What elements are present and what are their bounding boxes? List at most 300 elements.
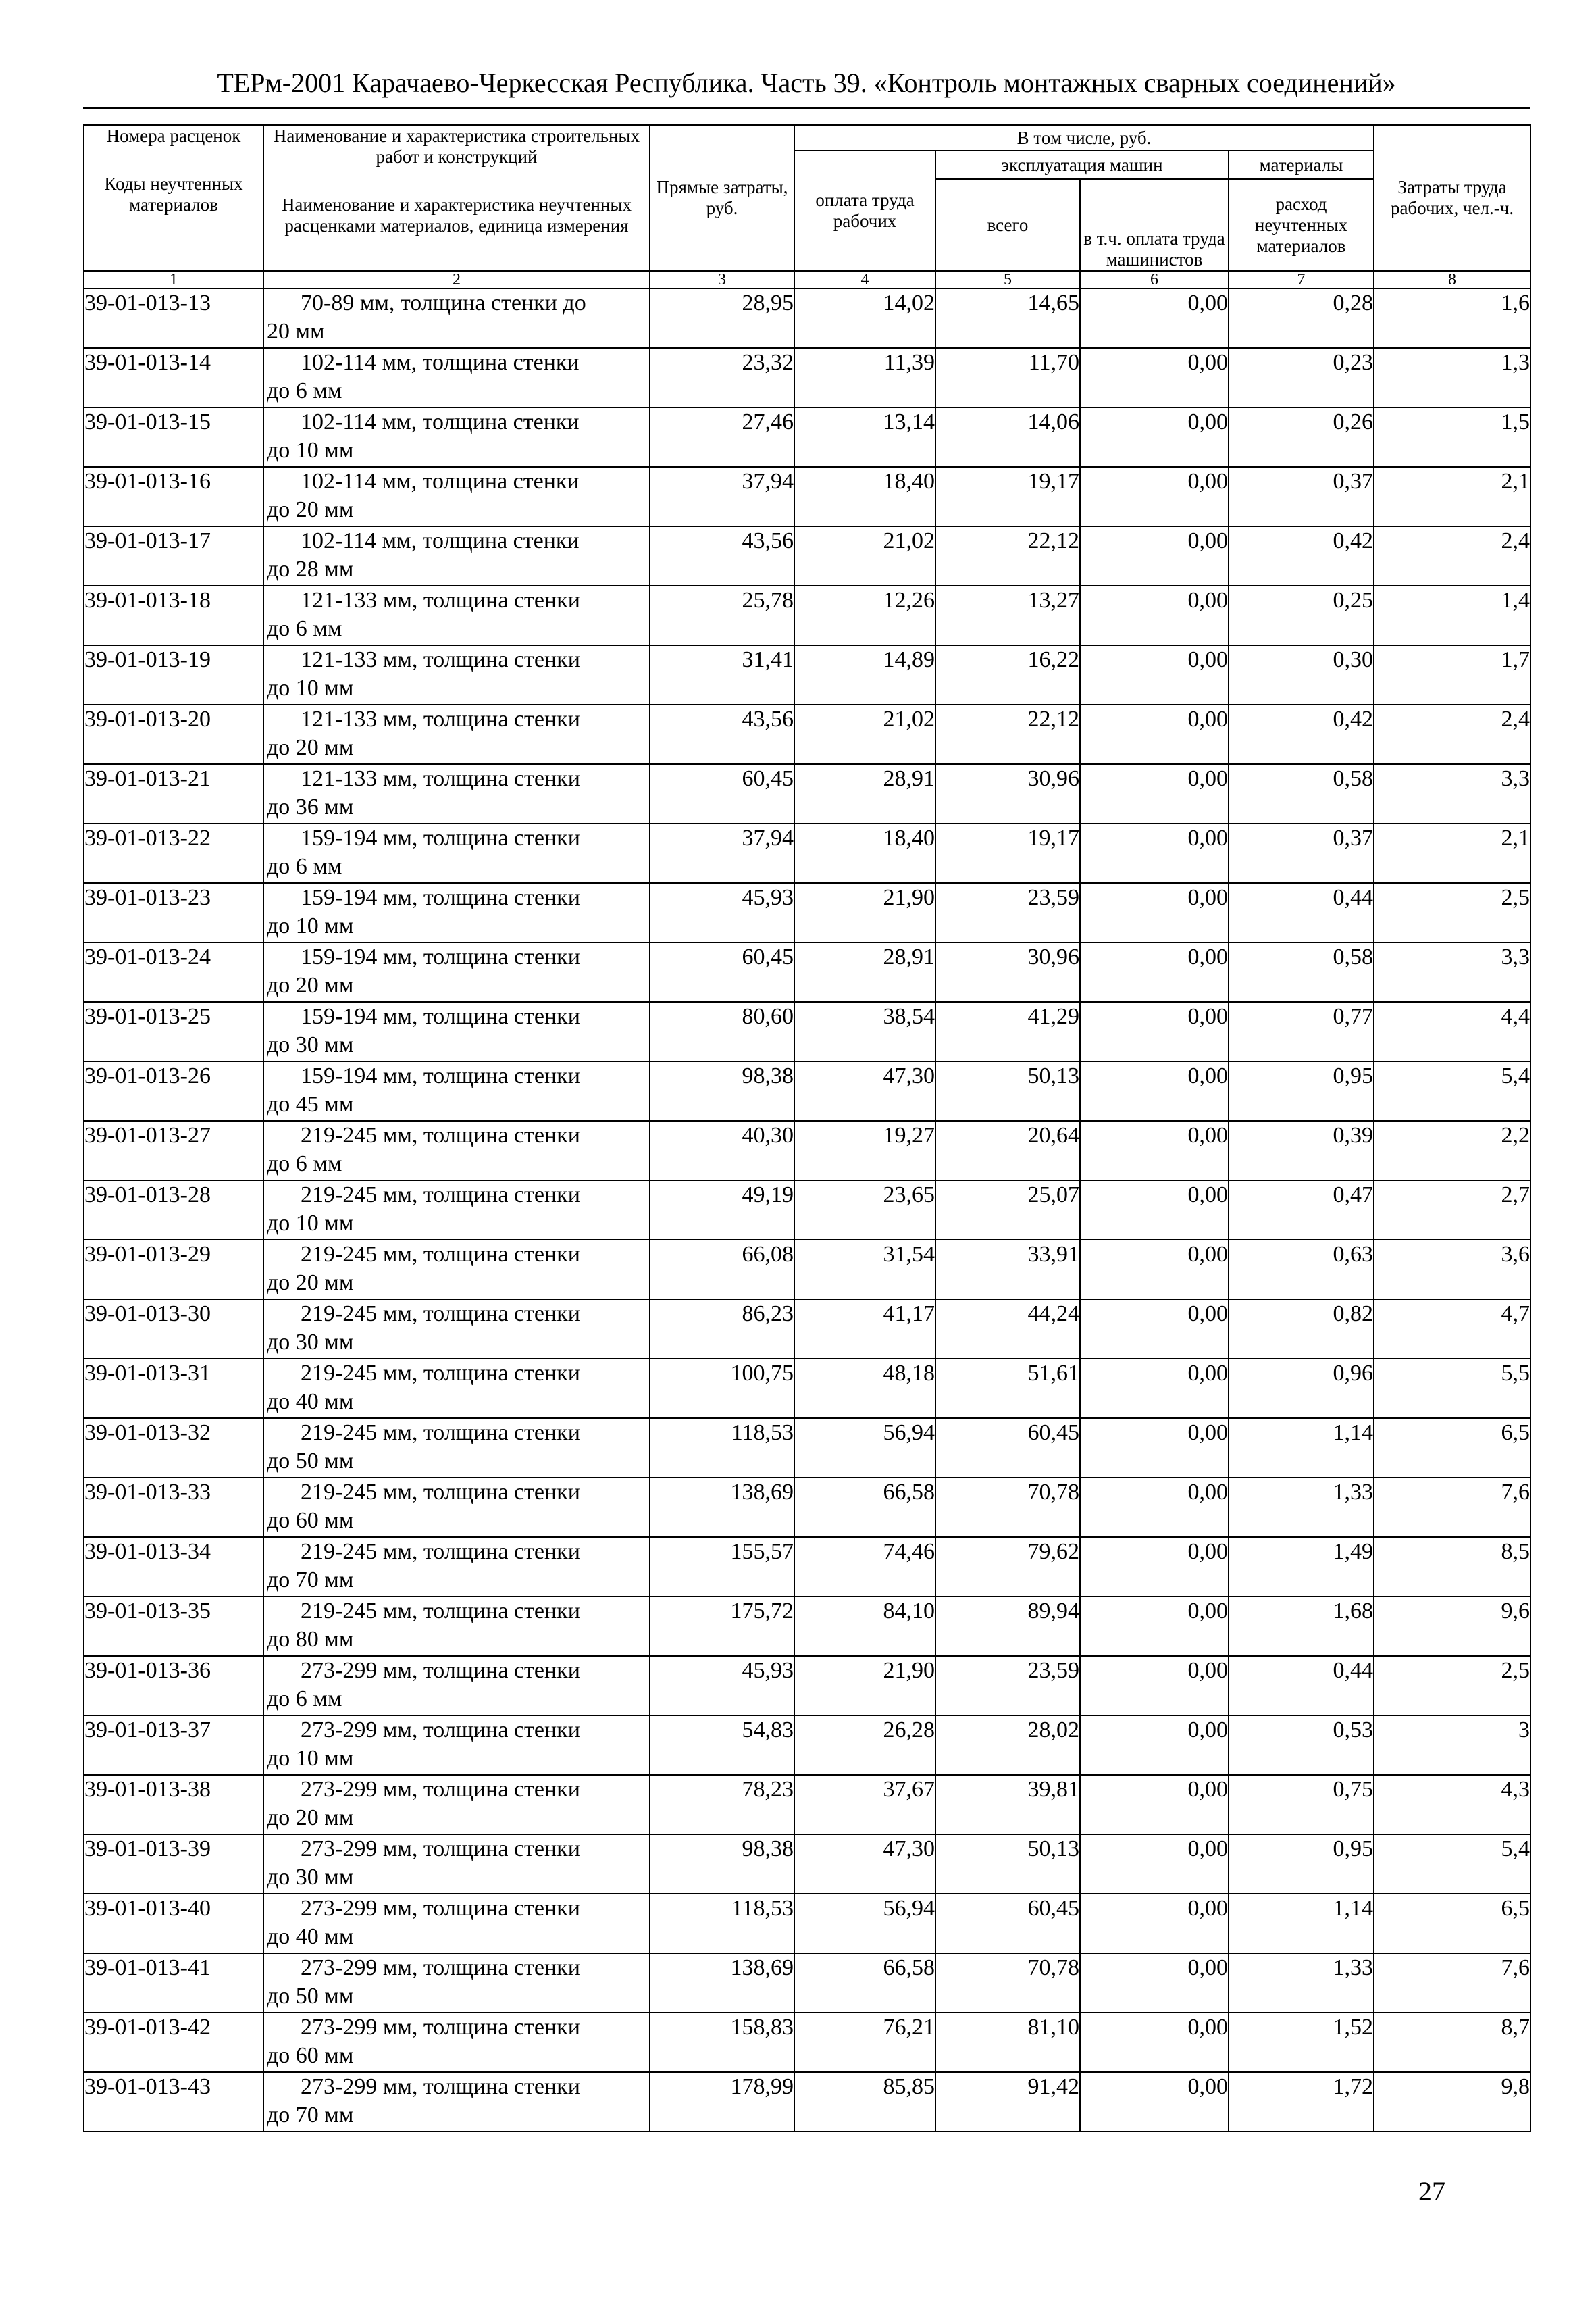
- rate-name-line1: 159-194 мм, толщина стенки: [301, 826, 580, 851]
- table-row: [84, 1715, 1530, 1775]
- materials-consumption-cell: 1,33: [1229, 1478, 1374, 1537]
- rate-name-line2: до 70 мм: [267, 1567, 354, 1592]
- group-header-including: В том числе, руб.: [794, 125, 1374, 151]
- rate-name-cell: [263, 1418, 650, 1478]
- table-body: [84, 288, 1530, 2132]
- rate-code-cell: 39-01-013-38: [84, 1775, 263, 1834]
- labor-hours-cell: 2,4: [1374, 526, 1530, 586]
- labor-hours-cell: 2,5: [1374, 883, 1530, 942]
- table-row: [84, 1240, 1530, 1299]
- rate-name-line2: до 20 мм: [267, 1270, 354, 1295]
- machines-total-cell: 14,65: [935, 288, 1080, 348]
- column-number: 1: [84, 271, 263, 288]
- labor-hours-cell: 3,3: [1374, 942, 1530, 1002]
- table-row: [84, 1002, 1530, 1061]
- rate-name-line2: до 6 мм: [267, 378, 342, 403]
- table-row: [84, 1775, 1530, 1834]
- table-row: [84, 467, 1530, 526]
- rate-name-line2: до 45 мм: [267, 1092, 354, 1117]
- labor-pay-cell: 13,14: [794, 407, 935, 467]
- table-row: [84, 942, 1530, 1002]
- table-row: [84, 407, 1530, 467]
- machinists-pay-cell: 0,00: [1080, 883, 1229, 942]
- materials-consumption-cell: 0,30: [1229, 645, 1374, 705]
- rate-code-cell: 39-01-013-23: [84, 883, 263, 942]
- rate-code-cell: 39-01-013-34: [84, 1537, 263, 1596]
- machinists-pay-cell: 0,00: [1080, 1180, 1229, 1240]
- rate-name-cell: [263, 348, 650, 407]
- direct-costs-cell: 25,78: [650, 586, 794, 645]
- page-number: 27: [1418, 2176, 1445, 2207]
- labor-hours-cell: 2,1: [1374, 467, 1530, 526]
- machinists-pay-cell: 0,00: [1080, 1061, 1229, 1121]
- rate-code-cell: 39-01-013-26: [84, 1061, 263, 1121]
- rate-code-cell: 39-01-013-13: [84, 288, 263, 348]
- labor-hours-cell: 6,5: [1374, 1418, 1530, 1478]
- rate-name-line2: до 10 мм: [267, 676, 354, 701]
- rate-name-cell: [263, 586, 650, 645]
- column-number: 3: [650, 271, 794, 288]
- direct-costs-cell: 158,83: [650, 2013, 794, 2072]
- labor-hours-cell: 3,3: [1374, 764, 1530, 824]
- materials-consumption-cell: 1,72: [1229, 2072, 1374, 2132]
- labor-pay-cell: 47,30: [794, 1834, 935, 1894]
- table-row: [84, 1359, 1530, 1418]
- labor-pay-cell: 56,94: [794, 1894, 935, 1953]
- rate-name-cell: [263, 1596, 650, 1656]
- labor-pay-cell: 18,40: [794, 467, 935, 526]
- labor-hours-cell: 9,6: [1374, 1596, 1530, 1656]
- rate-code-cell: 39-01-013-37: [84, 1715, 263, 1775]
- rate-name-line1: 219-245 мм, толщина стенки: [301, 1123, 580, 1148]
- rate-name-line1: 102-114 мм, толщина стенки: [301, 350, 580, 375]
- rate-name-line1: 121-133 мм, толщина стенки: [301, 588, 580, 613]
- direct-costs-cell: 138,69: [650, 1478, 794, 1537]
- labor-hours-cell: 3,6: [1374, 1240, 1530, 1299]
- machinists-pay-cell: 0,00: [1080, 288, 1229, 348]
- table-header: [84, 125, 1530, 288]
- rate-name-line2: до 30 мм: [267, 1330, 354, 1355]
- rate-name-line1: 219-245 мм, толщина стенки: [301, 1480, 580, 1505]
- rate-code-cell: 39-01-013-40: [84, 1894, 263, 1953]
- machinists-pay-cell: 0,00: [1080, 764, 1229, 824]
- labor-hours-cell: 9,8: [1374, 2072, 1530, 2132]
- labor-hours-cell: 1,3: [1374, 348, 1530, 407]
- materials-consumption-cell: 0,37: [1229, 467, 1374, 526]
- machinists-pay-cell: 0,00: [1080, 1834, 1229, 1894]
- materials-consumption-cell: 0,95: [1229, 1834, 1374, 1894]
- rate-code-cell: 39-01-013-43: [84, 2072, 263, 2132]
- rate-name-line2: 20 мм: [267, 319, 325, 344]
- labor-hours-cell: 4,4: [1374, 1002, 1530, 1061]
- labor-pay-cell: 21,02: [794, 705, 935, 764]
- col-header-names: [263, 125, 650, 271]
- rate-name-line1: 159-194 мм, толщина стенки: [301, 1004, 580, 1029]
- rate-code-cell: 39-01-013-22: [84, 824, 263, 883]
- direct-costs-cell: 118,53: [650, 1894, 794, 1953]
- labor-pay-cell: 85,85: [794, 2072, 935, 2132]
- labor-hours-cell: 2,4: [1374, 705, 1530, 764]
- labor-pay-cell: 18,40: [794, 824, 935, 883]
- labor-hours-cell: 4,7: [1374, 1299, 1530, 1359]
- machines-total-cell: 79,62: [935, 1537, 1080, 1596]
- rate-name-cell: [263, 1121, 650, 1180]
- rates-table: [83, 124, 1531, 2132]
- machines-total-cell: 19,17: [935, 467, 1080, 526]
- machinists-pay-cell: 0,00: [1080, 1359, 1229, 1418]
- table-row: [84, 348, 1530, 407]
- materials-consumption-cell: 0,23: [1229, 348, 1374, 407]
- direct-costs-cell: 23,32: [650, 348, 794, 407]
- machinists-pay-cell: 0,00: [1080, 2013, 1229, 2072]
- rate-name-cell: [263, 824, 650, 883]
- rate-code-cell: 39-01-013-24: [84, 942, 263, 1002]
- labor-hours-cell: 8,5: [1374, 1537, 1530, 1596]
- col-header-machinists-pay: в т.ч. оплата труда машинистов: [1080, 179, 1229, 271]
- direct-costs-cell: 60,45: [650, 942, 794, 1002]
- materials-consumption-cell: 0,47: [1229, 1180, 1374, 1240]
- direct-costs-cell: 45,93: [650, 1656, 794, 1715]
- machinists-pay-cell: 0,00: [1080, 824, 1229, 883]
- direct-costs-cell: 178,99: [650, 2072, 794, 2132]
- rate-name-line1: 273-299 мм, толщина стенки: [301, 2074, 580, 2099]
- labor-hours-cell: 1,5: [1374, 407, 1530, 467]
- labor-pay-cell: 19,27: [794, 1121, 935, 1180]
- table-row: [84, 705, 1530, 764]
- table-row: [84, 764, 1530, 824]
- rate-name-line1: 70-89 мм, толщина стенки до: [301, 291, 586, 316]
- machines-total-cell: 50,13: [935, 1061, 1080, 1121]
- rate-name-line1: 102-114 мм, толщина стенки: [301, 528, 580, 553]
- rate-name-line2: до 20 мм: [267, 735, 354, 760]
- machines-total-cell: 50,13: [935, 1834, 1080, 1894]
- column-number: 6: [1080, 271, 1229, 288]
- table-row: [84, 1121, 1530, 1180]
- direct-costs-cell: 80,60: [650, 1002, 794, 1061]
- rate-name-line2: до 20 мм: [267, 973, 354, 998]
- direct-costs-cell: 31,41: [650, 645, 794, 705]
- table-row: [84, 2013, 1530, 2072]
- rate-name-line2: до 36 мм: [267, 795, 354, 820]
- table-row: [84, 586, 1530, 645]
- materials-consumption-cell: 0,58: [1229, 942, 1374, 1002]
- rate-name-cell: [263, 1894, 650, 1953]
- column-number: 2: [263, 271, 650, 288]
- rate-name-line2: до 40 мм: [267, 1924, 354, 1949]
- labor-hours-cell: 2,1: [1374, 824, 1530, 883]
- rate-code-cell: 39-01-013-21: [84, 764, 263, 824]
- column-number: 5: [935, 271, 1080, 288]
- machinists-pay-cell: 0,00: [1080, 1299, 1229, 1359]
- direct-costs-cell: 118,53: [650, 1418, 794, 1478]
- rate-name-line1: 219-245 мм, толщина стенки: [301, 1420, 580, 1445]
- labor-hours-cell: 5,4: [1374, 1061, 1530, 1121]
- table-row: [84, 1478, 1530, 1537]
- machines-total-cell: 30,96: [935, 764, 1080, 824]
- machines-total-cell: 16,22: [935, 645, 1080, 705]
- rate-name-line2: до 30 мм: [267, 1865, 354, 1890]
- rate-name-line1: 273-299 мм, толщина стенки: [301, 1717, 580, 1742]
- rate-code-cell: 39-01-013-19: [84, 645, 263, 705]
- machinists-pay-cell: 0,00: [1080, 348, 1229, 407]
- col-header-labor-pay: оплата труда рабочих: [794, 151, 935, 271]
- materials-consumption-cell: 0,26: [1229, 407, 1374, 467]
- rate-name-cell: [263, 1180, 650, 1240]
- rate-name-line1: 121-133 мм, толщина стенки: [301, 647, 580, 672]
- machinists-pay-cell: 0,00: [1080, 942, 1229, 1002]
- rate-name-line1: 273-299 мм, толщина стенки: [301, 1658, 580, 1683]
- rate-name-line2: до 30 мм: [267, 1032, 354, 1057]
- rate-code-cell: 39-01-013-17: [84, 526, 263, 586]
- direct-costs-cell: 100,75: [650, 1359, 794, 1418]
- rate-code-cell: 39-01-013-39: [84, 1834, 263, 1894]
- direct-costs-cell: 98,38: [650, 1834, 794, 1894]
- table-row: [84, 1834, 1530, 1894]
- rate-name-cell: [263, 645, 650, 705]
- machines-total-cell: 60,45: [935, 1894, 1080, 1953]
- machinists-pay-cell: 0,00: [1080, 1775, 1229, 1834]
- machines-total-cell: 44,24: [935, 1299, 1080, 1359]
- rate-name-cell: [263, 1240, 650, 1299]
- machinists-pay-cell: 0,00: [1080, 1240, 1229, 1299]
- labor-hours-cell: 1,6: [1374, 288, 1530, 348]
- machinists-pay-cell: 0,00: [1080, 1715, 1229, 1775]
- rate-name-line2: до 6 мм: [267, 854, 342, 879]
- rate-name-cell: [263, 1953, 650, 2013]
- rate-name-line1: 121-133 мм, толщина стенки: [301, 707, 580, 732]
- direct-costs-cell: 43,56: [650, 526, 794, 586]
- materials-consumption-cell: 1,14: [1229, 1418, 1374, 1478]
- materials-consumption-cell: 0,25: [1229, 586, 1374, 645]
- machines-total-cell: 20,64: [935, 1121, 1080, 1180]
- machinists-pay-cell: 0,00: [1080, 705, 1229, 764]
- machinists-pay-cell: 0,00: [1080, 467, 1229, 526]
- direct-costs-cell: 138,69: [650, 1953, 794, 2013]
- table-row: [84, 1537, 1530, 1596]
- labor-pay-cell: 48,18: [794, 1359, 935, 1418]
- labor-pay-cell: 12,26: [794, 586, 935, 645]
- machines-total-cell: 25,07: [935, 1180, 1080, 1240]
- labor-hours-cell: 6,5: [1374, 1894, 1530, 1953]
- direct-costs-cell: 66,08: [650, 1240, 794, 1299]
- materials-consumption-cell: 1,14: [1229, 1894, 1374, 1953]
- labor-pay-cell: 76,21: [794, 2013, 935, 2072]
- machinists-pay-cell: 0,00: [1080, 1894, 1229, 1953]
- machines-total-cell: 70,78: [935, 1478, 1080, 1537]
- labor-pay-cell: 14,02: [794, 288, 935, 348]
- direct-costs-cell: 40,30: [650, 1121, 794, 1180]
- table-row: [84, 1953, 1530, 2013]
- rate-name-cell: [263, 1359, 650, 1418]
- machinists-pay-cell: 0,00: [1080, 1121, 1229, 1180]
- materials-consumption-cell: 0,82: [1229, 1299, 1374, 1359]
- page-header: ТЕРм-2001 Карачаево-Черкесская Республика. Часть 39. «Контроль монтажных сварных соединений»: [83, 59, 1530, 109]
- labor-pay-cell: 31,54: [794, 1240, 935, 1299]
- labor-pay-cell: 47,30: [794, 1061, 935, 1121]
- col-header-materials-consumption: расход неучтенных материалов: [1229, 179, 1374, 271]
- direct-costs-cell: 86,23: [650, 1299, 794, 1359]
- materials-consumption-cell: 0,77: [1229, 1002, 1374, 1061]
- labor-hours-cell: 2,7: [1374, 1180, 1530, 1240]
- direct-costs-cell: 60,45: [650, 764, 794, 824]
- machines-total-cell: 19,17: [935, 824, 1080, 883]
- table-row: [84, 1656, 1530, 1715]
- labor-hours-cell: 3: [1374, 1715, 1530, 1775]
- direct-costs-cell: 54,83: [650, 1715, 794, 1775]
- direct-costs-cell: 37,94: [650, 824, 794, 883]
- rate-code-cell: 39-01-013-42: [84, 2013, 263, 2072]
- machinists-pay-cell: 0,00: [1080, 407, 1229, 467]
- materials-consumption-cell: 1,49: [1229, 1537, 1374, 1596]
- labor-pay-cell: 26,28: [794, 1715, 935, 1775]
- machines-total-cell: 89,94: [935, 1596, 1080, 1656]
- rate-name-line2: до 10 мм: [267, 1746, 354, 1771]
- rate-name-line1: 219-245 мм, толщина стенки: [301, 1242, 580, 1267]
- rate-name-cell: [263, 1478, 650, 1537]
- machinists-pay-cell: 0,00: [1080, 1537, 1229, 1596]
- rate-name-cell: [263, 467, 650, 526]
- labor-hours-cell: 1,4: [1374, 586, 1530, 645]
- rate-name-line2: до 6 мм: [267, 1151, 342, 1176]
- table-row: [84, 883, 1530, 942]
- rate-name-cell: [263, 1715, 650, 1775]
- machines-total-cell: 22,12: [935, 705, 1080, 764]
- machines-total-cell: 23,59: [935, 883, 1080, 942]
- labor-hours-cell: 5,5: [1374, 1359, 1530, 1418]
- rate-name-line1: 219-245 мм, толщина стенки: [301, 1361, 580, 1386]
- machinists-pay-cell: 0,00: [1080, 586, 1229, 645]
- machines-total-cell: 13,27: [935, 586, 1080, 645]
- rate-name-cell: [263, 1775, 650, 1834]
- materials-consumption-cell: 1,52: [1229, 2013, 1374, 2072]
- materials-consumption-cell: 1,68: [1229, 1596, 1374, 1656]
- rate-name-line2: до 50 мм: [267, 1449, 354, 1474]
- table-row: [84, 1418, 1530, 1478]
- labor-pay-cell: 66,58: [794, 1953, 935, 2013]
- rate-code-cell: 39-01-013-31: [84, 1359, 263, 1418]
- rate-name-line2: до 10 мм: [267, 1211, 354, 1236]
- rate-code-cell: 39-01-013-28: [84, 1180, 263, 1240]
- labor-hours-cell: 7,6: [1374, 1953, 1530, 2013]
- materials-consumption-cell: 0,44: [1229, 883, 1374, 942]
- machinists-pay-cell: 0,00: [1080, 1478, 1229, 1537]
- rate-code-cell: 39-01-013-41: [84, 1953, 263, 2013]
- machinists-pay-cell: 0,00: [1080, 1002, 1229, 1061]
- materials-consumption-cell: 0,42: [1229, 526, 1374, 586]
- labor-pay-cell: 84,10: [794, 1596, 935, 1656]
- rate-name-line1: 219-245 мм, толщина стенки: [301, 1182, 580, 1207]
- rate-name-cell: [263, 1002, 650, 1061]
- rate-name-line1: 219-245 мм, толщина стенки: [301, 1539, 580, 1564]
- labor-pay-cell: 66,58: [794, 1478, 935, 1537]
- col-header-labor-hours: Затраты труда рабочих, чел.-ч.: [1374, 125, 1530, 271]
- machinists-pay-cell: 0,00: [1080, 1596, 1229, 1656]
- materials-consumption-cell: 0,63: [1229, 1240, 1374, 1299]
- machines-total-cell: 51,61: [935, 1359, 1080, 1418]
- rate-name-line2: до 20 мм: [267, 497, 354, 522]
- col-header-material-name: Наименование и характеристика неучтенных расценками материалов, единица измерения: [281, 195, 632, 236]
- rate-name-line2: до 20 мм: [267, 1805, 354, 1830]
- col-header-machines-total: всего: [935, 179, 1080, 271]
- labor-pay-cell: 11,39: [794, 348, 935, 407]
- materials-consumption-cell: 0,75: [1229, 1775, 1374, 1834]
- group-header-machines: эксплуатация машин: [935, 151, 1229, 179]
- rate-name-line2: до 60 мм: [267, 2043, 354, 2068]
- rate-name-cell: [263, 705, 650, 764]
- rate-code-cell: 39-01-013-32: [84, 1418, 263, 1478]
- labor-hours-cell: 4,3: [1374, 1775, 1530, 1834]
- rate-name-line2: до 6 мм: [267, 616, 342, 641]
- table-row: [84, 526, 1530, 586]
- machines-total-cell: 81,10: [935, 2013, 1080, 2072]
- col-header-material-codes: Коды неучтенных материалов: [104, 174, 243, 215]
- rate-code-cell: 39-01-013-14: [84, 348, 263, 407]
- rate-name-line2: до 40 мм: [267, 1389, 354, 1414]
- column-number-row: [84, 271, 1530, 288]
- labor-hours-cell: 2,2: [1374, 1121, 1530, 1180]
- machines-total-cell: 33,91: [935, 1240, 1080, 1299]
- rate-name-line1: 273-299 мм, толщина стенки: [301, 2015, 580, 2040]
- rate-name-line2: до 70 мм: [267, 2103, 354, 2128]
- rate-code-cell: 39-01-013-20: [84, 705, 263, 764]
- rate-name-line1: 273-299 мм, толщина стенки: [301, 1896, 580, 1921]
- rate-code-cell: 39-01-013-29: [84, 1240, 263, 1299]
- rate-code-cell: 39-01-013-15: [84, 407, 263, 467]
- table-row: [84, 1180, 1530, 1240]
- table-row: [84, 1596, 1530, 1656]
- labor-pay-cell: 74,46: [794, 1537, 935, 1596]
- col-header-rate-numbers: Номера расценок: [106, 126, 241, 146]
- rate-name-cell: [263, 1061, 650, 1121]
- machinists-pay-cell: 0,00: [1080, 526, 1229, 586]
- rate-code-cell: 39-01-013-33: [84, 1478, 263, 1537]
- rate-name-line2: до 28 мм: [267, 557, 354, 582]
- rate-name-line2: до 60 мм: [267, 1508, 354, 1533]
- machinists-pay-cell: 0,00: [1080, 2072, 1229, 2132]
- rate-code-cell: 39-01-013-36: [84, 1656, 263, 1715]
- rate-name-cell: [263, 407, 650, 467]
- machinists-pay-cell: 0,00: [1080, 645, 1229, 705]
- machinists-pay-cell: 0,00: [1080, 1953, 1229, 2013]
- labor-pay-cell: 41,17: [794, 1299, 935, 1359]
- materials-consumption-cell: 0,42: [1229, 705, 1374, 764]
- labor-pay-cell: 38,54: [794, 1002, 935, 1061]
- rate-name-line1: 121-133 мм, толщина стенки: [301, 766, 580, 791]
- labor-pay-cell: 14,89: [794, 645, 935, 705]
- rate-name-line1: 102-114 мм, толщина стенки: [301, 409, 580, 434]
- rate-code-cell: 39-01-013-30: [84, 1299, 263, 1359]
- labor-hours-cell: 5,4: [1374, 1834, 1530, 1894]
- direct-costs-cell: 78,23: [650, 1775, 794, 1834]
- materials-consumption-cell: 0,58: [1229, 764, 1374, 824]
- labor-pay-cell: 28,91: [794, 764, 935, 824]
- table-row: [84, 824, 1530, 883]
- labor-hours-cell: 1,7: [1374, 645, 1530, 705]
- rate-name-line2: до 6 мм: [267, 1686, 342, 1711]
- machines-total-cell: 23,59: [935, 1656, 1080, 1715]
- labor-pay-cell: 21,90: [794, 883, 935, 942]
- direct-costs-cell: 98,38: [650, 1061, 794, 1121]
- col-header-codes: [84, 125, 263, 271]
- rate-name-line1: 273-299 мм, толщина стенки: [301, 1955, 580, 1980]
- machines-total-cell: 14,06: [935, 407, 1080, 467]
- machines-total-cell: 91,42: [935, 2072, 1080, 2132]
- table-row: [84, 645, 1530, 705]
- rate-code-cell: 39-01-013-16: [84, 467, 263, 526]
- machines-total-cell: 30,96: [935, 942, 1080, 1002]
- direct-costs-cell: 49,19: [650, 1180, 794, 1240]
- machinists-pay-cell: 0,00: [1080, 1418, 1229, 1478]
